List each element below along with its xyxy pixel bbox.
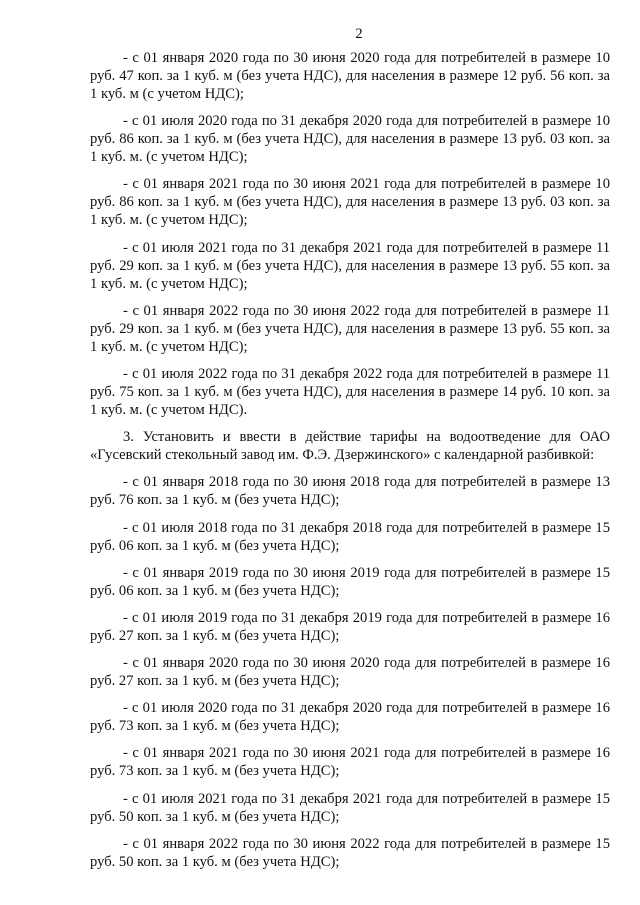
section-3-heading: 3. Установить и ввести в действие тарифы на водоотведение для ОАО «Гусевский стекольный завод им. Ф.Э. Дзержинского» с календарной разбивкой:	[90, 429, 610, 464]
wastewater-tariff-paragraph-7: - с 01 января 2021 года по 30 июня 2021 года для потребителей в размере 16 руб. 73 коп. за 1 куб. м (без учета НДС);	[90, 745, 610, 780]
water-tariff-paragraph-2: - с 01 июля 2020 года по 31 декабря 2020 года для потребителей в размере 10 руб. 86 коп. за 1 куб. м (без учета НДС), для населения в размере 13 руб. 03 коп. за 1 куб. м. (с учетом НДС);	[90, 113, 610, 166]
wastewater-tariff-paragraph-1: - с 01 января 2018 года по 30 июня 2018 года для потребителей в размере 13 руб. 76 коп. за 1 куб. м (без учета НДС);	[90, 474, 610, 509]
wastewater-tariff-paragraph-9: - с 01 января 2022 года по 30 июня 2022 года для потребителей в размере 15 руб. 50 коп. за 1 куб. м (без учета НДС);	[90, 835, 610, 870]
water-tariff-paragraph-4: - с 01 июля 2021 года по 31 декабря 2021 года для потребителей в размере 11 руб. 29 коп. за 1 куб. м (без учета НДС), для населения в размере 13 руб. 55 коп. за 1 куб. м. (с учетом НДС);	[90, 239, 610, 292]
wastewater-tariff-paragraph-6: - с 01 июля 2020 года по 31 декабря 2020 года для потребителей в размере 16 руб. 73 коп. за 1 куб. м (без учета НДС);	[90, 700, 610, 735]
wastewater-tariff-paragraph-8: - с 01 июля 2021 года по 31 декабря 2021 года для потребителей в размере 15 руб. 50 коп. за 1 куб. м (без учета НДС);	[90, 790, 610, 825]
wastewater-tariff-paragraph-2: - с 01 июля 2018 года по 31 декабря 2018 года для потребителей в размере 15 руб. 06 коп. за 1 куб. м (без учета НДС);	[90, 519, 610, 554]
wastewater-tariff-paragraph-3: - с 01 января 2019 года по 30 июня 2019 года для потребителей в размере 15 руб. 06 коп. за 1 куб. м (без учета НДС);	[90, 564, 610, 599]
water-tariff-paragraph-3: - с 01 января 2021 года по 30 июня 2021 года для потребителей в размере 10 руб. 86 коп. за 1 куб. м (без учета НДС), для населения в размере 13 руб. 03 коп. за 1 куб. м. (с учетом НДС);	[90, 176, 610, 229]
page-number: 2	[355, 26, 363, 42]
wastewater-tariff-paragraph-5: - с 01 января 2020 года по 30 июня 2020 года для потребителей в размере 16 руб. 27 коп. за 1 куб. м (без учета НДС);	[90, 655, 610, 690]
water-tariff-paragraph-1: - с 01 января 2020 года по 30 июня 2020 года для потребителей в размере 10 руб. 47 коп. за 1 куб. м (без учета НДС), для населения в размере 12 руб. 56 коп. за 1 куб. м (с учетом НДС);	[90, 50, 610, 102]
water-tariff-paragraph-5: - с 01 января 2022 года по 30 июня 2022 года для потребителей в размере 11 руб. 29 коп. за 1 куб. м (без учета НДС), для населения в размере 13 руб. 55 коп. за 1 куб. м. (с учетом НДС);	[90, 302, 610, 355]
wastewater-tariff-paragraph-4: - с 01 июля 2019 года по 31 декабря 2019 года для потребителей в размере 16 руб. 27 коп. за 1 куб. м (без учета НДС);	[90, 609, 610, 644]
water-tariff-paragraph-6: - с 01 июля 2022 года по 31 декабря 2022 года для потребителей в размере 11 руб. 75 коп. за 1 куб. м (без учета НДС), для населения в размере 14 руб. 10 коп. за 1 куб. м. (с учетом НДС).	[90, 365, 610, 418]
